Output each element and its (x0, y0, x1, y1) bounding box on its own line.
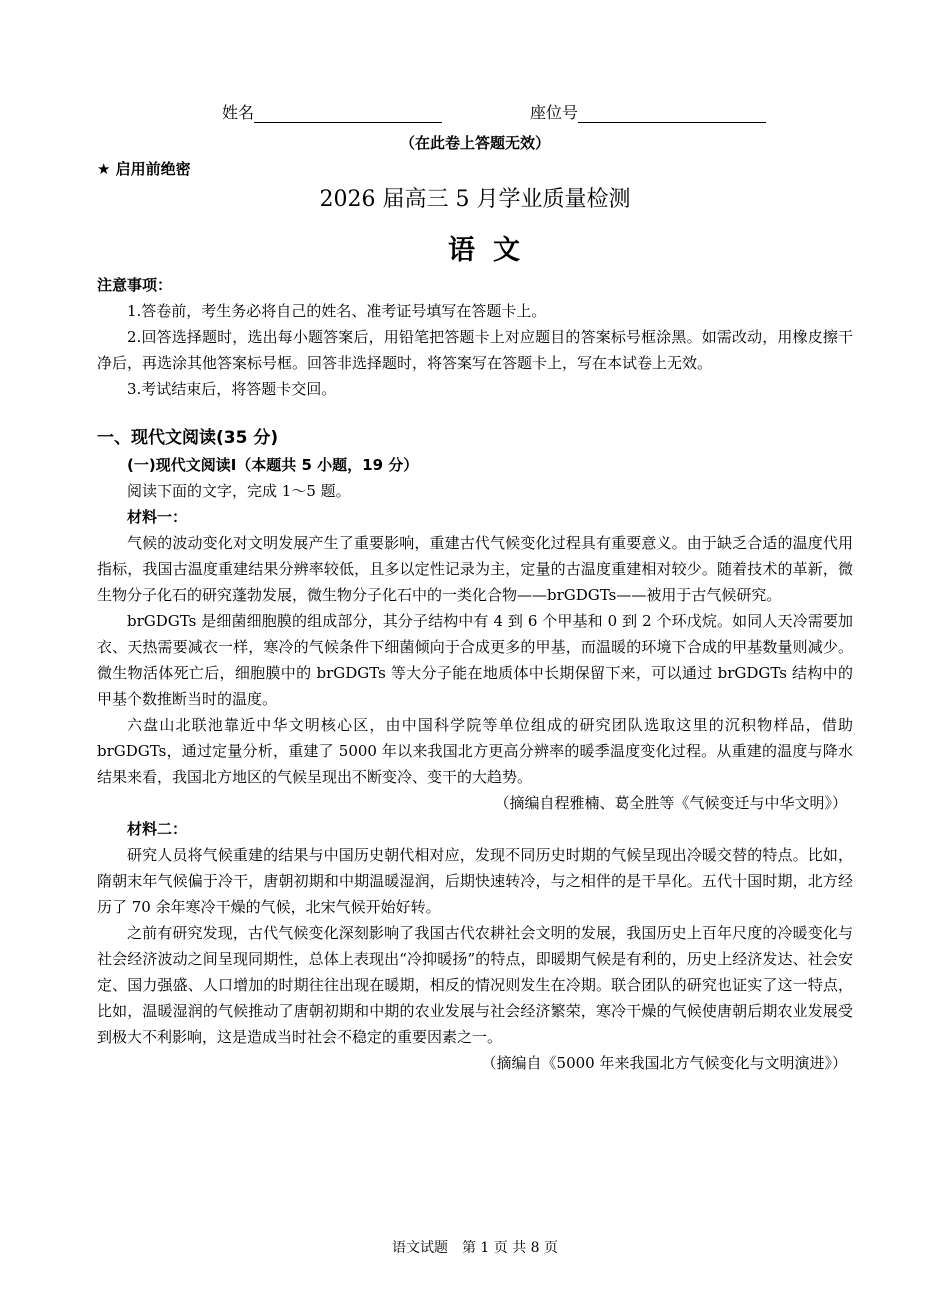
exam-title: 2026 届高三 5 月学业质量检测 (319, 187, 631, 212)
notice-item: 1.答卷前，考生务必将自己的姓名、准考证号填写在答题卡上。 (127, 302, 547, 320)
material1-paragraph: brGDGTs 是细菌细胞膜的组成部分，其分子结构中有 4 到 6 个甲基和 0 到 2 个环戊烷。如同人天冷需要加衣、天热需要减衣一样，寒冷的气候条件下细菌倾向于合成更多的甲基，而温暖的环境下合成的甲基数量则减少。微生物活体死亡后，细胞膜中的 brGDGTs 等大分子能在地质体中长期保留下来，可以通过 brGDGTs 结构中的甲基个数推断当时的温度。 (97, 612, 853, 708)
name-seat-row (222, 100, 782, 124)
notice-item: 3.考试结束后，将答题卡交回。 (127, 380, 337, 398)
material1-paragraph: 气候的波动变化对文明发展产生了重要影响，重建古代气候变化过程具有重要意义。由于缺乏合适的温度代用指标，我国古温度重建结果分辨率较低，且多以定性记录为主，定量的古温度重建相对较少。随着技术的革新，微生物分子化石的研究蓬勃发展，微生物分子化石中的一类化合物——brGDGTs——被用于古气候研究。 (97, 534, 853, 604)
instruction: 阅读下面的文字，完成 1～5 题。 (127, 482, 351, 500)
material1-source: （摘编自程雅楠、葛全胜等《气候变迁与中华文明》） (494, 794, 847, 812)
notice-heading: 注意事项： (97, 276, 173, 294)
content (97, 272, 853, 1076)
name-field (222, 100, 442, 123)
subsection-heading: (一)现代文阅读Ⅰ（本题共 5 小题，19 分） (127, 456, 419, 474)
material2-paragraph: 之前有研究发现，古代气候变化深刻影响了我国古代农耕社会文明的发展，我国历史上百年尺度的冷暖变化与社会经济波动之间呈现同期性，总体上表现出“冷抑暖扬”的特点，即暖期气候是有利的，历史上经济发达、社会安定、国力强盛、人口增加的时期往往出现在暖期，相反的情况则发生在冷期。联合团队的研究也证实了这一特点，比如，温暖湿润的气候推动了唐朝初期和中期的农业发展与社会经济繁荣，寒冷干燥的气候使唐朝后期农业发展受到极大不利影响，这是造成当时社会不稳定的重要因素之一。 (97, 924, 853, 1046)
subject-title: 语文 (448, 235, 538, 266)
name-label: 姓名 (222, 103, 255, 122)
notice-item: 2.回答选择题时，选出每小题答案后，用铅笔把答题卡上对应题目的答案标号框涂黑。如需改动，用橡皮擦干净后，再选涂其他答案标号框。回答非选择题时，将答案写在答题卡上，写在本试卷上无效。 (97, 328, 853, 372)
seat-field (530, 100, 766, 123)
material1-paragraph: 六盘山北联池靠近中华文明核心区，由中国科学院等单位组成的研究团队选取这里的沉积物样品，借助 brGDGTs，通过定量分析，重建了 5000 年以来我国北方更高分辨率的暖季温度变化过程。从重建的温度与降水结果来看，我国北方地区的气候呈现出不断变冷、变干的大趋势。 (97, 716, 853, 786)
material2-label: 材料二： (127, 820, 188, 838)
section-heading: 一、现代文阅读(35 分) (97, 428, 279, 448)
invalid-note: （在此卷上答题无效） (399, 134, 550, 152)
name-blank-line (254, 104, 442, 123)
material2-source: （摘编自《5000 年来我国北方气候变化与文明演进》） (481, 1054, 847, 1072)
secret-mark: ★ 启用前绝密 (97, 160, 191, 178)
material2-paragraph: 研究人员将气候重建的结果与中国历史朝代相对应，发现不同历史时期的气候呈现出冷暖交替的特点。比如，隋朝末年气候偏于冷干，唐朝初期和中期温暖湿润，后期快速转冷，与之相伴的是干旱化。五代十国时期，北方经历了 70 余年寒冷干燥的气候，北宋气候开始好转。 (97, 846, 853, 916)
seat-blank-line (578, 104, 766, 123)
seat-label: 座位号 (530, 103, 579, 122)
material1-label: 材料一： (127, 508, 188, 526)
page-footer: 语文试题 第 1 页 共 8 页 (391, 1240, 559, 1256)
